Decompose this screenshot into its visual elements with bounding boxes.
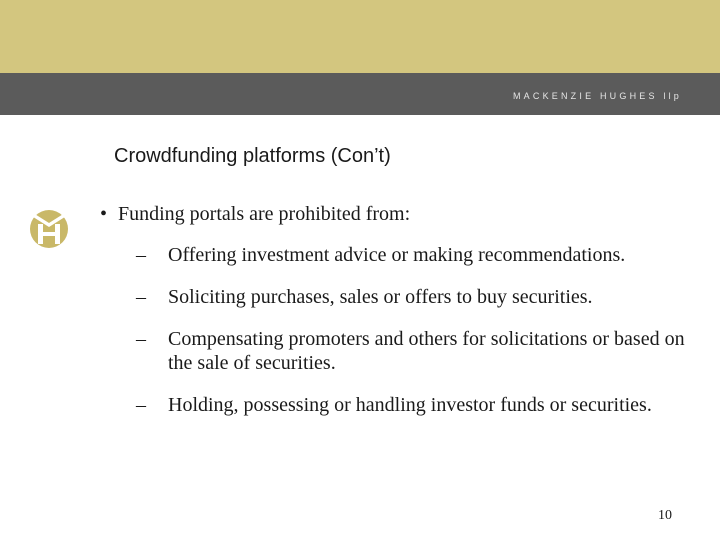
page-number: 10 — [658, 508, 672, 523]
dash-mark: – — [136, 244, 146, 266]
sub-item-text: Holding, possessing or handling investor funds or securities. — [168, 394, 652, 416]
sub-item-text: Compensating promoters and others for solicitations or based on the sale of securities. — [168, 328, 685, 374]
bullet-mark: • — [100, 203, 108, 225]
firm-name: MACKENZIE HUGHES llp — [512, 91, 682, 101]
slide-title: Crowdfunding platforms (Con’t) — [114, 145, 391, 167]
sub-item — [100, 243, 700, 267]
sub-item — [100, 285, 700, 309]
sub-item-text: Soliciting purchases, sales or offers to buy securities. — [168, 286, 593, 308]
header-gold-band — [0, 0, 720, 73]
sub-item — [100, 393, 700, 417]
mackenzie-hughes-logo-icon — [28, 207, 70, 251]
sub-list — [100, 243, 700, 417]
dash-mark: – — [136, 328, 146, 350]
sub-item-text: Offering investment advice or making recommendations. — [168, 244, 626, 266]
sub-item — [100, 327, 700, 375]
dash-mark: – — [136, 394, 146, 416]
slide-content — [100, 202, 700, 435]
bullet-item — [100, 202, 700, 226]
bullet-text: Funding portals are prohibited from: — [118, 203, 411, 225]
dash-mark: – — [136, 286, 146, 308]
